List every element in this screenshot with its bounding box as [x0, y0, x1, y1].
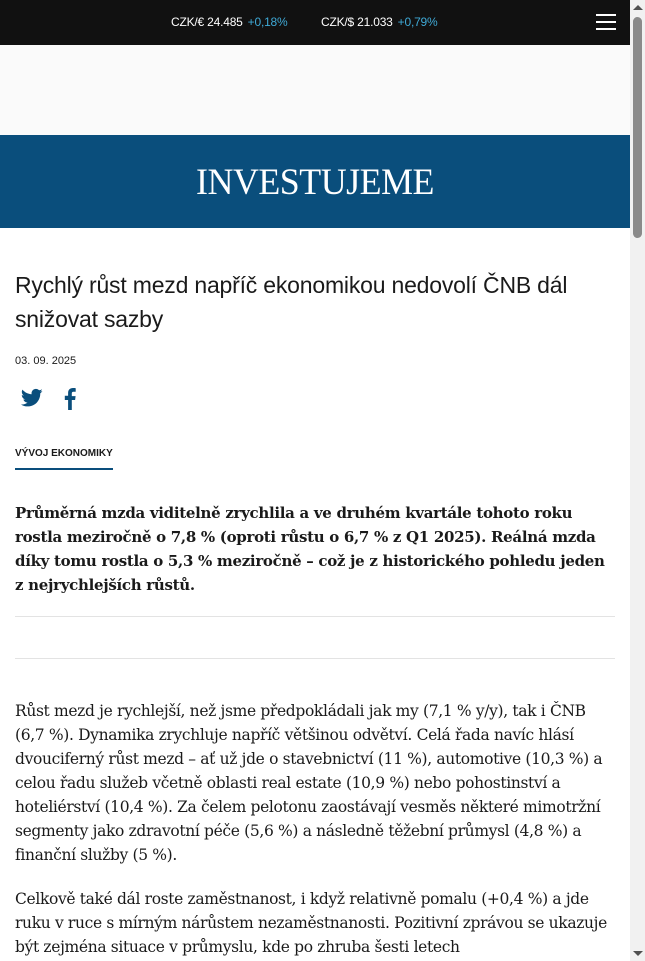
article-lead: Průměrná mzda viditelně zrychlila a ve druhém kvartále tohoto roku rostla meziročně o 7,8 % (oproti růstu o 6,7 % z Q1 2025). Reálná mzda díky tomu rostla o 5,3 % meziročně – což je z historického pohledu jeden z nejrychlejších růstů.	[15, 504, 605, 594]
facebook-icon[interactable]	[64, 388, 76, 415]
article-date: 03. 09. 2025	[15, 355, 77, 367]
article-title: Rychlý růst mezd napříč ekonomikou nedovolí ČNB dál snižovat sazby	[15, 272, 568, 332]
ticker-usd-change: +0,79%	[397, 15, 438, 29]
article-paragraph-1: Růst mezd je rychlejší, než jsme předpokládali jak my (7,1 % y/y), tak i ČNB (6,7 %). Dynamika zrychluje napříč většinou odvětví. Celá řada navíc hlásí dvouciferný růst mezd – ať už jde o stavebnictví (11 %), automotive (10,3 %) a celou řadu služeb včetně oblasti real estate (10,9 %) nebo pohostinství a hoteliérství (10,4 %). Za čelem pelotonu zaostávají vesměs některé mimotržní segmenty jako zdravotní péče (5,6 %) a následně těžební průmysl (4,8 %) a finanční služby (5 %).	[15, 702, 603, 864]
scrollbar-thumb[interactable]	[633, 17, 642, 238]
currency-ticker-bar	[0, 0, 630, 45]
divider-bottom	[15, 658, 615, 659]
ticker-usd-label: CZK/$ 21.033	[321, 15, 393, 29]
article-category-link[interactable]: VÝVOJ EKONOMIKY	[15, 448, 113, 470]
ticker-eur-label: CZK/€ 24.485	[171, 15, 243, 29]
twitter-icon[interactable]	[21, 388, 43, 413]
site-logo[interactable]: INVESTUJEME	[196, 162, 434, 203]
article-paragraph-2: Celkově také dál roste zaměstnanost, i když relativně pomalu (+0,4 %) a jde ruku v ruce s mírným nárůstem nezaměstnanosti. Pozitivní zprávou se ukazuje být zejména situace v průmyslu, kde po zhruba šesti letech	[15, 890, 607, 956]
divider-top	[15, 616, 615, 617]
ticker-eur[interactable]	[171, 15, 288, 29]
brand-banner	[0, 135, 630, 228]
vertical-scrollbar[interactable]	[630, 0, 645, 961]
hamburger-menu-icon[interactable]	[596, 14, 616, 31]
ad-placeholder	[0, 45, 630, 135]
scroll-down-arrow-icon[interactable]	[633, 951, 643, 956]
scroll-up-arrow-icon[interactable]	[633, 5, 643, 10]
ticker-eur-change: +0,18%	[247, 15, 288, 29]
ticker-usd[interactable]	[321, 15, 438, 29]
